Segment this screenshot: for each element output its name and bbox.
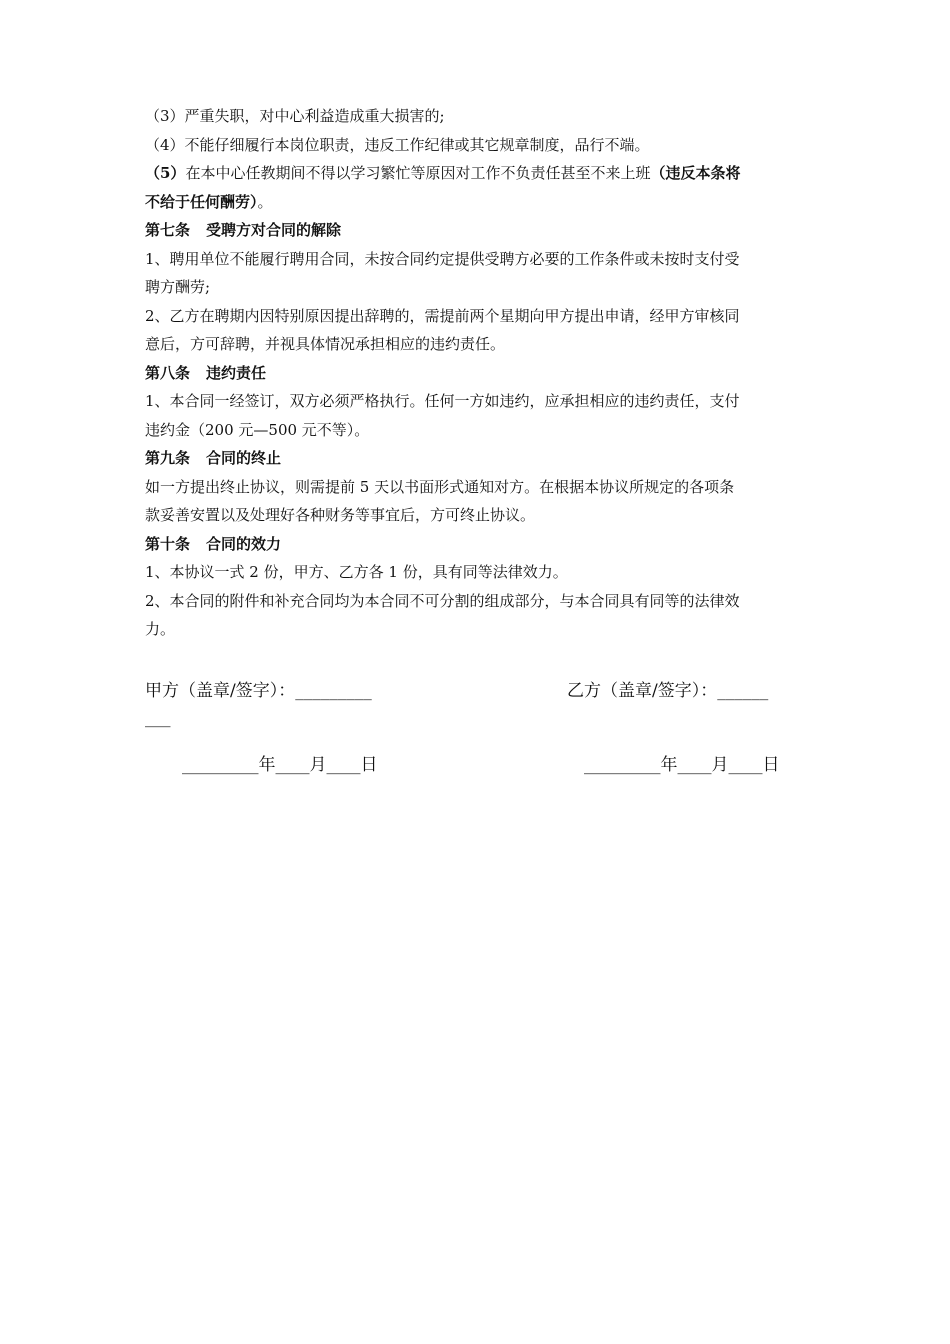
article-10-line-3: 力。: [145, 620, 176, 638]
clause-5-line-1: [145, 159, 807, 188]
article-9-number: 第九条: [145, 449, 191, 467]
article-7-line-2: 聘方酬劳;: [145, 278, 211, 296]
article-7-heading: [145, 216, 807, 245]
article-7-line-1: 1、聘用单位不能履行聘用合同，未按合同约定提供受聘方必要的工作条件或未按时支付受: [145, 249, 740, 268]
article-9-title: 合同的终止: [206, 449, 282, 467]
article-10-line-1: 1、本协议一式 2 份，甲方、乙方各 1 份，具有同等法律效力。: [145, 563, 568, 581]
party-b-signature-wrap: ___: [145, 708, 171, 728]
article-8-line-2: 违约金（200 元—500 元不等）。: [145, 420, 370, 439]
party-a-date: _________年____月____日: [182, 755, 378, 775]
clause-3: （3）严重失职，对中心利益造成重大损害的;: [145, 107, 445, 125]
article-9-line-2: 款妥善安置以及处理好各种财务等事宜后，方可终止协议。: [145, 506, 536, 524]
article-10-heading: [145, 530, 807, 559]
clause-5-warning-start: （违反本条将: [650, 164, 741, 182]
party-b-signature: 乙方（盖章/签字）：______: [567, 681, 769, 701]
clause-5-warning-end: 不给于任何酬劳）: [145, 192, 258, 211]
article-8-title: 违约责任: [206, 363, 267, 382]
signature-block: [145, 678, 807, 775]
article-9-line-1: 如一方提出终止协议，则需提前 5 天以书面形式通知对方。在根据本协议所规定的各项条: [145, 477, 735, 496]
article-10-number: 第十条: [145, 534, 191, 553]
party-b-date: _________年____月____日: [584, 755, 780, 775]
clause-5-text: 在本中心任教期间不得以学习繁忙等原因对工作不负责任甚至不来上班: [185, 164, 651, 182]
article-10-line-2: 2、本合同的附件和补充合同均为本合同不可分割的组成部分，与本合同具有同等的法律效: [145, 591, 740, 610]
article-8-number: 第八条: [145, 363, 191, 382]
article-7-line-3: 2、乙方在聘期内因特别原因提出辞聘的，需提前两个星期向甲方提出申请，经甲方审核同: [145, 306, 740, 325]
party-a-signature: 甲方（盖章/签字）：_________: [145, 681, 372, 701]
article-7-line-4: 意后，方可辞聘，并视具体情况承担相应的违约责任。: [145, 335, 506, 353]
contract-body: [145, 102, 807, 644]
article-7-title: 受聘方对合同的解除: [206, 221, 342, 239]
clause-4: （4）不能仔细履行本岗位职责，违反工作纪律或其它规章制度，品行不端。: [145, 135, 650, 154]
article-9-heading: [145, 444, 807, 473]
clause-5-period: 。: [257, 192, 273, 211]
signature-row: [145, 678, 807, 704]
clause-5-number: （5）: [145, 164, 186, 182]
date-row: [145, 752, 807, 778]
article-7-number: 第七条: [145, 221, 191, 239]
article-8-heading: [145, 359, 807, 388]
article-10-title: 合同的效力: [206, 534, 282, 553]
article-8-line-1: 1、本合同一经签订，双方必须严格执行。任何一方如违约，应承担相应的违约责任，支付: [145, 392, 740, 410]
clause-5-line-2: [145, 188, 807, 217]
